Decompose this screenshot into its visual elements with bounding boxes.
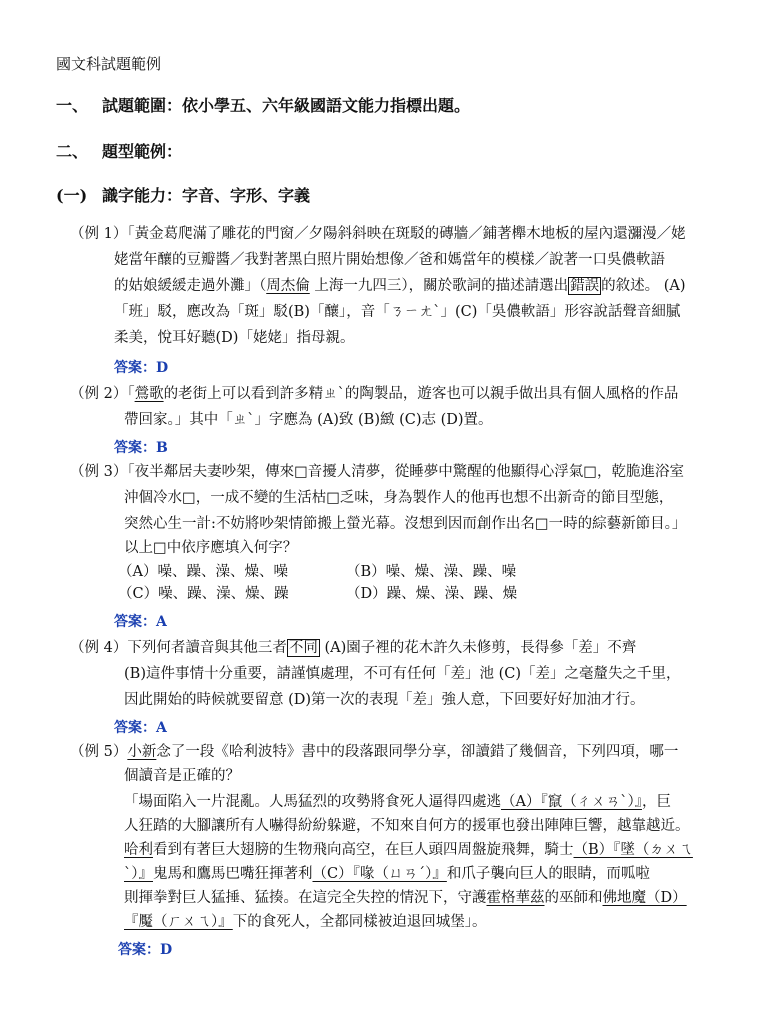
section-scope [56, 96, 470, 116]
q5-underlined-name: 小新 [127, 744, 157, 760]
q5-text: 則揮拳對巨人猛捶、猛揍。在這完全失控的情況下，守護 [124, 890, 487, 906]
q2-text: 的老街上可以看到許多精ㄓˋ的陶製品，遊客也可以親手做出具有個人風格的作品 [163, 386, 679, 402]
q1-line-3 [114, 276, 686, 296]
q3-option-c: （C）噪、躁、澡、燥、躁 [118, 586, 289, 602]
q4-line-1 [70, 638, 636, 658]
section-text: 試題範圍：依小學五、六年級國語文能力指標出題。 [102, 96, 471, 115]
q2-text: （例 2）「 [70, 386, 135, 402]
q3-option-b: （B）噪、燥、澡、躁、噪 [346, 564, 517, 580]
q5-passage-line-5 [124, 888, 687, 908]
q5-text: （例 5） [70, 744, 128, 760]
q2-answer: 答案：B [114, 440, 168, 456]
section-number: 二、 [56, 142, 89, 161]
q3-options-row-1 [118, 562, 516, 582]
q4-line-3: 因此開始的時候就要留意 (D)第一次的表現「差」強人意，下回要好好加油才行。 [124, 692, 645, 708]
q5-text: 下的食死人，全都同樣被迫退回城堡」。 [232, 914, 487, 930]
q5-text: 看到有著巨大翅膀的生物飛向高空，在巨人頭四周盤旋飛舞，騎士 [153, 842, 574, 858]
q5-passage-line-3 [124, 840, 693, 860]
q1-text: 的姑娘緩緩走過外灘」（ [114, 278, 267, 294]
q4-boxed-keyword: 不同 [288, 640, 318, 656]
q4-text: （例 4）下列何者讀音與其他三者 [70, 640, 287, 656]
q5-passage-line-2: 人狂踏的大腳讓所有人嚇得紛紛躲避，不知來自何方的援軍也發出陣陣巨響，越靠越近。 [124, 818, 690, 834]
q2-line-1 [70, 384, 678, 404]
q1-line-4: 「班」駁，應改為「斑」駁(B)「釀」，音「ㄋㄧㄤˋ」(C)「吳儂軟語」形容說話聲音細膩 [114, 304, 681, 320]
q5-text: 和爪子襲向巨人的眼睛，而呱啦 [446, 866, 650, 882]
subsection-literacy [56, 186, 310, 206]
q2-underlined-place: 鶯歌 [134, 386, 164, 402]
q5-text: ，巨 [641, 794, 671, 810]
section-examples [56, 142, 182, 162]
q2-line-2: 帶回家。」其中「ㄓˋ」字應為 (A)致 (B)緻 (C)志 (D)置。 [124, 412, 493, 428]
q3-line-2: 沖個冷水□，一成不變的生活枯□乏味，身為製作人的他再也想不出新奇的節目型態， [124, 490, 674, 506]
q1-answer: 答案：D [114, 360, 169, 376]
subsection-number: (一) [56, 186, 88, 205]
q1-line-1: （例 1）「黃金葛爬滿了雕花的門窗／夕陽斜斜映在斑駁的磚牆／鋪著櫸木地板的屋內還瀰漫／姥 [70, 226, 686, 242]
q4-line-2: (B)這件事情十分重要，請謹慎處理，不可有任何「差」池 (C)「差」之毫釐失之千里， [124, 666, 681, 682]
document-title: 國文科試題範例 [56, 55, 162, 73]
q5-option-b-underlined: （B）『墜（ㄉㄨㄟ [573, 842, 693, 858]
q5-line-1 [70, 742, 678, 762]
q5-passage-line-1 [124, 792, 671, 812]
q5-option-a-underlined: （A）『竄（ㄔㄨㄢˋ）』 [501, 794, 642, 810]
q5-option-c-underlined: （C）『喙（ㄩㄢˊ）』 [312, 866, 447, 882]
section-text: 題型範例： [102, 142, 183, 161]
q5-text: 鬼馬和鷹馬巴嘴狂揮著利 [153, 866, 313, 882]
q5-answer: 答案：D [118, 942, 173, 958]
section-number: 一、 [56, 96, 89, 115]
q3-option-d: （D）躁、燥、澡、躁、燥 [346, 586, 518, 602]
subsection-text: 識字能力：字音、字形、字義 [102, 186, 311, 205]
q1-line-2: 姥當年釀的豆瓣醬／我對著黑白照片開始想像／爸和媽當年的模樣／說著一口吳儂軟語 [114, 252, 665, 268]
q5-text: 念了一段《哈利波特》書中的段落跟同學分享，卻讀錯了幾個音，下列四項，哪一 [156, 744, 679, 760]
q5-option-b-underlined: ˋ）』 [124, 866, 153, 882]
q1-line-5: 柔美，悅耳好聽(D)「姥姥」指母親。 [114, 330, 355, 346]
q5-line-2: 個讀音是正確的？ [124, 768, 240, 784]
q1-boxed-keyword: 錯誤 [570, 278, 600, 294]
q4-text: (A)園子裡的花木許久未修剪，長得參「差」不齊 [319, 640, 637, 656]
q5-text: 的巫師和 [544, 890, 603, 906]
q5-underlined-name: 哈利 [124, 842, 153, 858]
q5-passage-line-6 [124, 912, 487, 932]
q5-option-d-underlined: （D） [646, 890, 687, 906]
q3-options-row-2 [118, 584, 517, 604]
q3-option-a: （A）噪、躁、澡、燥、噪 [118, 564, 288, 580]
q5-underlined-name: 佛地魔 [602, 890, 646, 906]
q5-underlined-name: 霍格華茲 [486, 890, 545, 906]
q1-underlined-name: 周杰倫 [266, 278, 310, 294]
q3-line-4: 以上□中依序應填入何字？ [124, 540, 298, 556]
q5-text: 「場面陷入一片混亂。人馬猛烈的攻勢將食死人逼得四處逃 [124, 794, 501, 810]
q5-option-d-underlined: 『魘（ㄏㄨㄟ）』 [124, 914, 233, 930]
q1-text: 的敘述。 (A) [601, 278, 686, 294]
q1-text: 上海一九四三），關於歌詞的描述請選出 [309, 278, 569, 294]
q5-passage-line-4 [124, 864, 650, 884]
q4-answer: 答案：A [114, 720, 167, 736]
q3-line-1: （例 3）「夜半鄰居夫妻吵架，傳來□音擾人清夢，從睡夢中驚醒的他顯得心浮氣□，乾脆進浴室 [70, 464, 684, 480]
q3-answer: 答案：A [114, 614, 167, 630]
q3-line-3: 突然心生一計:不妨將吵架情節搬上螢光幕。沒想到因而創作出名□一時的綜藝新節目。」 [124, 516, 687, 532]
